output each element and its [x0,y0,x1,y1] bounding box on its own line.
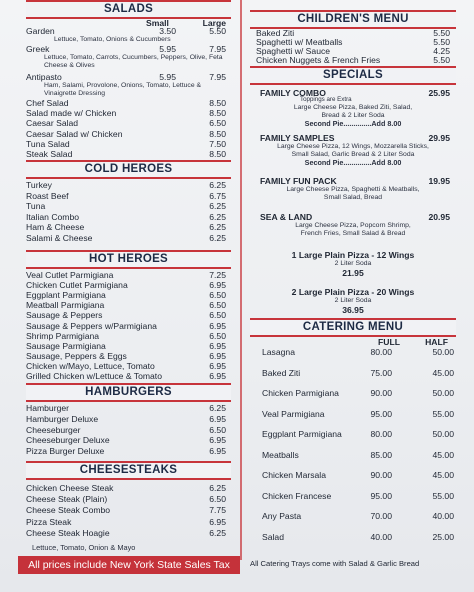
sea-land-name: SEA & LAND [260,212,313,222]
hot-hero-name: Veal Cutlet Parmigiana [26,270,114,280]
catering-item-half: 45.00 [432,449,454,460]
kids-item-name: Spaghetti w/ Meatballs [256,37,343,47]
catering-item-full: 75.00 [370,367,392,378]
catering-item-name: Salad [262,531,284,542]
sea-land-line2: French Fries, Small Salad & Bread [300,230,406,237]
family-samples-name: FAMILY SAMPLES [260,133,335,143]
cheesesteak-note: Lettuce, Tomato, Onion & Mayo [32,543,136,552]
hot-hero-name: Meatball Parmigiana [26,300,105,311]
catering-item-name: Meatballs [262,449,299,460]
sea-land-price: 20.95 [428,212,450,222]
catering-item-name: Baked Ziti [262,367,301,378]
salad-plain-price: 8.50 [209,108,226,119]
catering-item-full: 70.00 [370,511,392,521]
special-12-wings-price: 21.95 [342,268,364,278]
hamburgers-header: HAMBURGERS [26,383,231,402]
hot-hero-name: Eggplant Parmigiana [26,290,106,301]
catering-item-half: 45.00 [432,470,454,480]
catering-item-half: 40.00 [432,511,454,521]
hot-heroes-header: HOT HEROES [26,250,231,269]
kids-item-price: 5.50 [433,37,450,47]
catering-item-half: 50.00 [432,429,454,439]
catering-item-name: Lasagna [262,347,295,357]
salad-greek-name: Greek [26,44,50,54]
family-fun-name: FAMILY FUN PACK [260,176,337,186]
cheesesteak-name: Cheese Steak Hoagie [26,527,110,538]
catering-item-full: 80.00 [370,347,392,357]
catering-item-full: 85.00 [370,449,392,460]
catering-item-name: Any Pasta [262,511,302,521]
salad-greek-note: Lettuce, Tomato, Carrots, Cucumbers, Peppers, Olive, Feta Cheese & Olives [44,54,223,69]
salad-plain-price: 8.50 [209,149,226,159]
cheesesteak-name: Pizza Steak [26,516,72,527]
hot-hero-name: Shrimp Parmigiana [26,330,100,341]
family-samples-line2: Small Salad, Garlic Bread & 2 Liter Soda [291,151,415,158]
salad-plain-name: Chef Salad [26,98,69,108]
catering-item-full: 40.00 [370,531,392,542]
family-combo-line1: Large Cheese Pizza, Baked Ziti, Salad, [293,104,413,111]
cheesesteak-name: Cheese Steak (Plain) [26,494,108,505]
salad-plain-price: 7.50 [209,138,226,149]
salad-garden-small: 3.50 [159,26,176,36]
catering-item-half: 55.00 [432,490,454,501]
catering-item-half: 55.00 [432,408,454,419]
hamburger-name: Hamburger Deluxe [26,413,99,424]
hamburger-name: Hamburger [26,403,69,413]
hot-hero-price: 6.95 [209,320,226,331]
salad-plain-price: 8.50 [209,98,226,108]
cheesesteak-price: 6.50 [209,494,226,505]
hot-hero-price: 6.50 [209,290,226,301]
special-20-wings-title: 2 Large Plain Pizza - 20 Wings [291,287,415,297]
cold-hero-price: 6.25 [209,201,226,212]
family-fun-line2: Small Salad, Bread [323,194,383,201]
hot-hero-name: Chicken Cutlet Parmigiana [26,280,128,291]
cold-hero-name: Ham & Cheese [26,222,85,233]
salad-plain-name: Caesar Salad [26,118,79,129]
hamburger-name: Pizza Burger Deluxe [26,446,105,457]
cheesesteak-name: Cheese Steak Combo [26,505,111,516]
salad-antipasto-small: 5.95 [159,72,176,82]
hamburger-name: Cheeseburger Deluxe [26,435,110,446]
hamburger-name: Cheeseburger [26,424,81,435]
family-samples-line1: Large Cheese Pizza, 12 Wings, Mozzarella Sticks, [277,143,429,150]
family-combo-price: 25.95 [428,88,450,98]
cold-hero-price: 6.25 [209,180,226,190]
catering-menu-header: CATERING MENU [250,318,456,337]
hot-hero-name: Sausage Parmigiana [26,340,106,351]
kids-item-price: 5.50 [433,55,450,65]
hot-hero-price: 6.95 [209,280,226,291]
cold-heroes-header: COLD HEROES [26,160,231,179]
salad-antipasto-name: Antipasto [26,72,62,82]
cheesesteak-name: Chicken Cheese Steak [26,483,114,493]
childrens-menu-header: CHILDREN'S MENU [250,10,456,29]
catering-item-half: 45.00 [432,367,454,378]
cheesesteak-price: 6.25 [209,527,226,538]
catering-half-label: HALF [425,337,448,347]
special-20-wings-soda: 2 Liter Soda [334,297,372,304]
family-samples-price: 29.95 [428,133,450,143]
salad-greek-small: 5.95 [159,44,176,54]
kids-item-name: Baked Ziti [256,28,295,38]
hamburger-price: 6.95 [209,435,226,446]
sales-tax-banner: All prices include New York State Sales Tax [18,556,240,574]
catering-item-full: 90.00 [370,388,392,398]
hot-hero-name: Grilled Chicken w/Lettuce & Tomato [26,371,162,381]
catering-item-name: Veal Parmigiana [262,408,325,419]
salad-plain-name: Tuna Salad [26,138,70,149]
catering-item-name: Chicken Francese [262,490,332,501]
catering-footer-note: All Catering Trays come with Salad & Garlic Bread [250,559,420,568]
hot-hero-price: 6.95 [209,350,226,361]
cold-hero-price: 6.75 [209,190,226,201]
family-combo-line3: Second Pie..............Add 8.00 [304,119,402,128]
catering-item-half: 25.00 [432,531,454,542]
hot-hero-price: 7.25 [209,270,226,280]
family-samples-line3: Second Pie..............Add 8.00 [304,158,402,167]
hot-hero-name: Chicken w/Mayo, Lettuce, Tomato [26,360,155,371]
hamburger-price: 6.50 [209,424,226,435]
hamburger-price: 6.95 [209,413,226,424]
cold-hero-name: Roast Beef [26,190,69,201]
salads-large-label: Large [202,18,226,28]
hot-hero-name: Sausage & Peppers [26,310,103,321]
kids-item-name: Spaghetti w/ Sauce [256,46,331,56]
catering-full-label: FULL [378,337,400,347]
salad-plain-price: 6.50 [209,118,226,129]
salad-antipasto-large: 7.95 [209,72,226,82]
salad-plain-name: Salad made w/ Chicken [26,108,117,119]
salad-garden-large: 5.50 [209,26,226,36]
cheesesteak-price: 6.95 [209,516,226,527]
cold-hero-price: 6.25 [209,222,226,233]
hot-hero-price: 6.50 [209,310,226,321]
specials-header: SPECIALS [250,66,456,85]
cold-hero-name: Italian Combo [26,211,80,222]
catering-item-full: 90.00 [370,470,392,480]
column-divider [240,0,242,560]
catering-item-name: Chicken Parmigiana [262,388,339,398]
cold-hero-name: Turkey [26,180,52,190]
salad-plain-price: 8.50 [209,128,226,139]
catering-item-full: 80.00 [370,429,392,439]
hot-hero-price: 6.95 [209,371,226,381]
cold-hero-name: Tuna [26,201,46,212]
hamburger-price: 6.25 [209,403,226,413]
family-combo-line2: Bread & 2 Liter Soda [321,112,385,119]
hot-hero-price: 6.95 [209,360,226,371]
hamburger-price: 6.95 [209,446,226,457]
cheesesteaks-header: CHEESESTEAKS [26,461,231,480]
special-12-wings-title: 1 Large Plain Pizza - 12 Wings [291,250,415,260]
catering-item-half: 50.00 [432,347,454,357]
cold-hero-price: 6.25 [209,211,226,222]
salad-plain-name: Steak Salad [26,149,73,159]
family-fun-line1: Large Cheese Pizza, Spaghetti & Meatballs, [286,186,420,193]
hot-hero-price: 6.50 [209,330,226,341]
special-20-wings-price: 36.95 [342,305,364,315]
salad-antipasto-note: Ham, Salami, Provolone, Onions, Tomato, Lettuce & Vinaigrette Dressing [44,82,202,97]
hot-hero-name: Sausage & Peppers w/Parmigiana [26,320,157,331]
special-12-wings-soda: 2 Liter Soda [334,260,372,267]
kids-item-price: 4.25 [433,46,450,56]
hot-hero-price: 6.95 [209,340,226,351]
catering-item-half: 50.00 [432,388,454,398]
family-combo-name: FAMILY COMBO [260,88,326,98]
cold-hero-name: Salami & Cheese [26,233,93,243]
family-fun-price: 19.95 [428,176,450,186]
cheesesteak-price: 6.25 [209,483,226,493]
catering-item-name: Eggplant Parmigiana [262,429,342,439]
kids-item-name: Chicken Nuggets & French Fries [256,55,381,65]
sea-land-line1: Large Cheese Pizza, Popcorn Shrimp, [295,222,411,229]
family-combo-toppings: Toppings are Extra [300,96,352,103]
catering-item-name: Chicken Marsala [262,470,326,480]
salad-garden-name: Garden [26,26,55,36]
salad-plain-name: Caesar Salad w/ Chicken [26,128,123,139]
kids-item-price: 5.50 [433,28,450,38]
cold-hero-price: 6.25 [209,233,226,243]
salads-header: SALADS [26,0,231,19]
catering-item-full: 95.00 [370,408,392,419]
salad-greek-large: 7.95 [209,44,226,54]
catering-item-full: 95.00 [370,490,392,501]
cheesesteak-price: 7.75 [209,505,226,516]
hot-hero-name: Sausage, Peppers & Eggs [26,350,127,361]
hot-hero-price: 6.50 [209,300,226,311]
salads-small-label: Small [146,18,169,28]
salad-garden-note: Lettuce, Tomato, Onions & Cucumbers [54,36,171,43]
